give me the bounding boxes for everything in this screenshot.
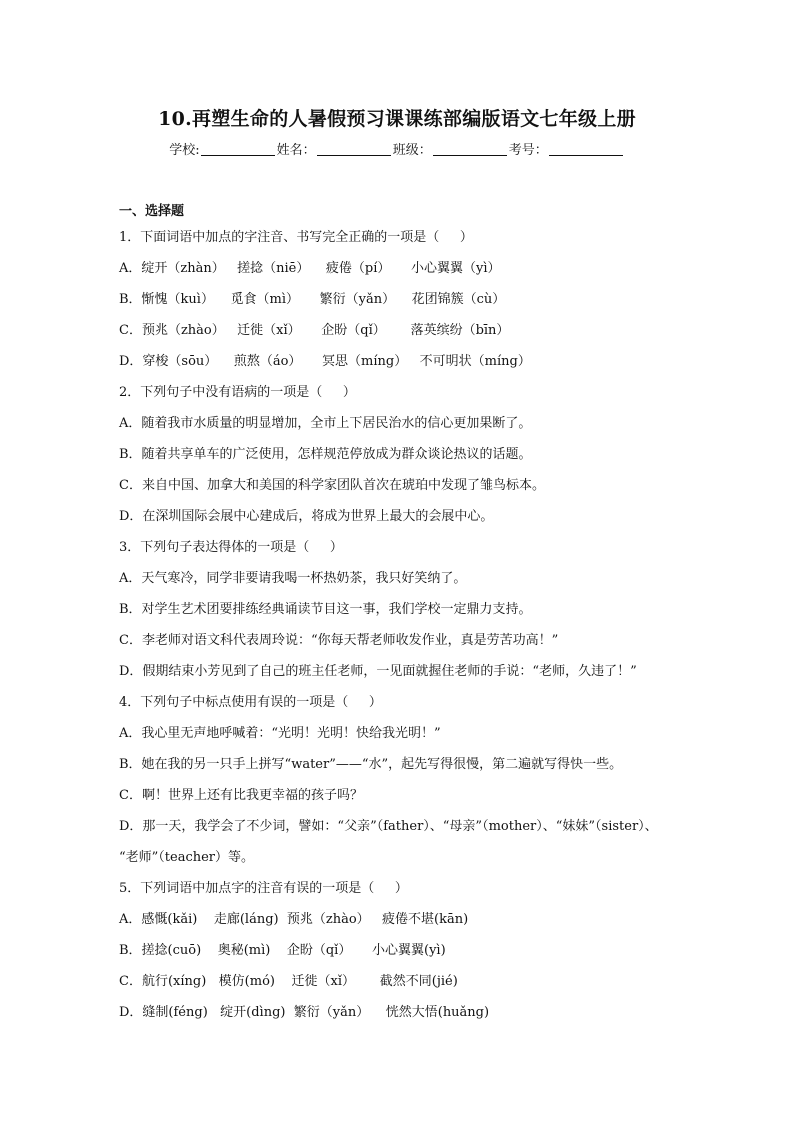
option-d-continued: “老师”（teacher）等。 xyxy=(119,850,255,865)
option-d: D．穿梭（sōu） 煎熬（áo） 冥思（míng） 不可明状（míng） xyxy=(119,354,531,369)
option-a: A．我心里无声地呼喊着：“光明！光明！快给我光明！” xyxy=(119,726,441,741)
option-d: D．那一天，我学会了不少词，譬如：“父亲”（father）、“母亲”（mother）、“妹妹”（sister）、 xyxy=(119,819,658,834)
option-c: C．航行(xíng) 模仿(mó) 迁徙（xǐ） 截然不同(jié) xyxy=(119,974,458,989)
name-blank[interactable] xyxy=(317,143,391,156)
exam-no-blank[interactable] xyxy=(549,143,623,156)
option-a: A．随着我市水质量的明显增加，全市上下居民治水的信心更加果断了。 xyxy=(119,416,532,431)
question-4 xyxy=(119,694,679,880)
option-d: D．缝制(féng) 绽开(dìng) 繁衍（yǎn） 恍然大悟(huǎng) xyxy=(119,1005,490,1020)
option-b: B．搓捻(cuō) 奥秘(mì) 企盼（qǐ） 小心翼翼(yì) xyxy=(119,943,446,958)
question-2 xyxy=(119,384,679,539)
class-blank[interactable] xyxy=(433,143,507,156)
option-a: A．绽开（zhàn） 搓捻（niē） 疲倦（pí） 小心翼翼（yì） xyxy=(119,261,501,276)
school-blank[interactable] xyxy=(201,143,275,156)
option-d: D．假期结束小芳见到了自己的班主任老师，一见面就握住老师的手说：“老师，久违了！” xyxy=(119,664,637,679)
option-c: C．李老师对语文科代表周玲说：“你每天帮老师收发作业，真是劳苦功高！” xyxy=(119,633,559,648)
question-3 xyxy=(119,539,679,694)
question-stem: 3．下列句子表达得体的一项是（ ） xyxy=(119,540,343,555)
option-c: C．预兆（zhào） 迁徙（xǐ） 企盼（qǐ） 落英缤纷（bīn） xyxy=(119,323,510,338)
question-stem: 5．下列词语中加点字的注音有误的一项是（ ） xyxy=(119,881,408,896)
option-a: A．感慨(kǎi) 走廊(láng) 预兆（zhào） 疲倦不堪(kān) xyxy=(119,912,469,927)
option-b: B．惭愧（kuì） 觅食（mì） 繁衍（yǎn） 花团锦簇（cù） xyxy=(119,292,506,307)
option-b: B．随着共享单车的广泛使用，怎样规范停放成为群众谈论热议的话题。 xyxy=(119,447,532,462)
option-c: C．来自中国、加拿大和美国的科学家团队首次在琥珀中发现了雏鸟标本。 xyxy=(119,478,545,493)
option-c: C．啊！世界上还有比我更幸福的孩子吗？ xyxy=(119,788,363,803)
question-list xyxy=(119,203,679,1035)
option-b: B．她在我的另一只手上拼写“water”——“水”，起先写得很慢，第二遍就写得快一些。 xyxy=(119,757,623,772)
page-title: 10.再塑生命的人暑假预习课课练部编版语文七年级上册 xyxy=(158,108,636,130)
section-title: 一、选择题 xyxy=(119,204,185,219)
question-stem: 4．下列句子中标点使用有误的一项是（ ） xyxy=(119,695,382,710)
question-1 xyxy=(119,229,679,384)
exam-no-label: 考号： xyxy=(508,143,548,158)
class-label: 班级： xyxy=(392,143,432,158)
school-label: 学校: xyxy=(169,143,200,158)
question-stem: 1．下面词语中加点的字注音、书写完全正确的一项是（ ） xyxy=(119,230,473,245)
name-label: 姓名： xyxy=(276,143,316,158)
option-b: B．对学生艺术团要排练经典诵读节目这一事，我们学校一定鼎力支持。 xyxy=(119,602,532,617)
option-a: A．天气寒冷，同学非要请我喝一杯热奶茶，我只好笑纳了。 xyxy=(119,571,467,586)
question-5 xyxy=(119,880,679,1035)
question-stem: 2．下列句子中没有语病的一项是（ ） xyxy=(119,385,356,400)
student-info-row xyxy=(0,139,794,158)
option-d: D．在深圳国际会展中心建成后，将成为世界上最大的会展中心。 xyxy=(119,509,494,524)
